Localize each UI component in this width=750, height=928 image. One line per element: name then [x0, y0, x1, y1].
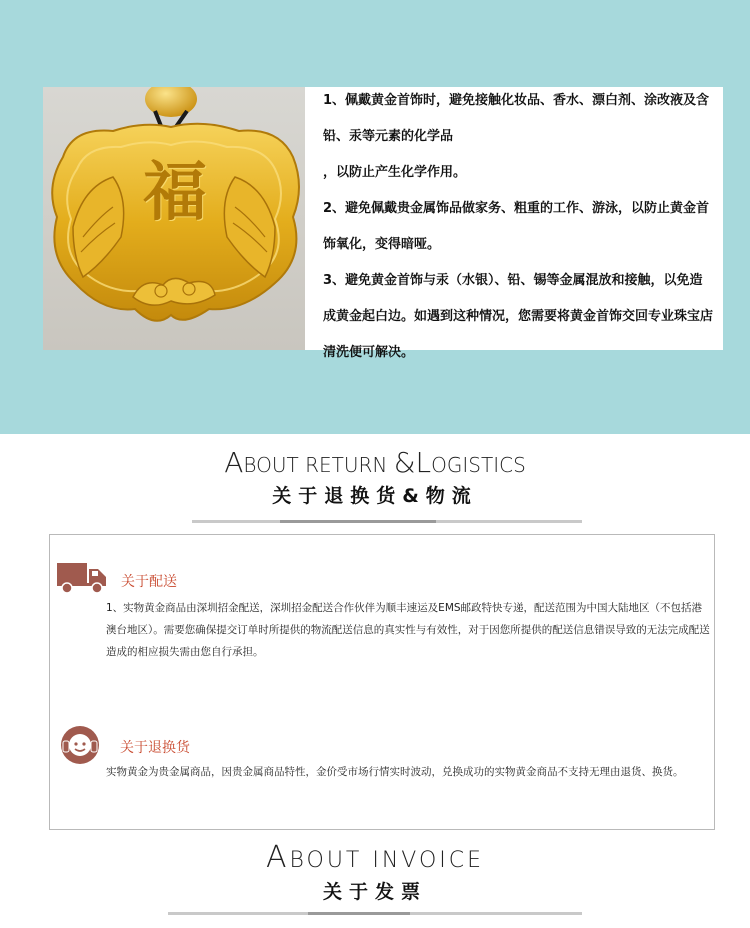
care-paragraph-3: 3、避免黄金首饰与汞（水银）、铅、锡等金属混放和接触，以免造成黄金起白边。如遇到这种情况，您需要将黄金首饰交回专业珠宝店清洗便可解决。: [323, 273, 714, 360]
invoice-divider: [168, 912, 582, 915]
logistics-info-box: [49, 534, 715, 830]
logistics-cn-title: 关于退换货&物流: [272, 485, 478, 507]
care-instructions-card: [43, 87, 723, 360]
logistics-en-title: ABOUT RETURN &LOGISTICS: [224, 446, 526, 479]
returns-title: 关于退换货: [120, 740, 190, 756]
delivery-body: 1、实物黄金商品由深圳招金配送，深圳招金配送合作伙伴为顺丰速运及EMS邮政特快专递，配送范围为中国大陆地区（不包括港澳台地区）。需要您确保提交订单时所提供的物流配送信息的真实性与有效性，对于因您所提供的配送信息错误导致的无法完成配送造成的相应损失需由您自行承担。: [106, 602, 710, 658]
customer-service-icon: [60, 725, 100, 765]
care-paragraph-1: 1、佩戴黄金首饰时，避免接触化妆品、香水、漂白剂、涂改液及含铅、汞等元素的化学品: [323, 93, 710, 144]
care-instructions-band: [0, 0, 750, 434]
truck-icon: [56, 561, 108, 595]
logistics-section-header: [0, 446, 750, 508]
gold-lock-pendant-image: [43, 87, 305, 350]
logistics-divider: [192, 520, 582, 523]
invoice-section-header: [0, 840, 750, 904]
care-paragraph-1-cont: ，以防止产生化学作用。: [323, 165, 467, 180]
invoice-en-title: ABOUT INVOICE: [265, 840, 485, 875]
delivery-title: 关于配送: [121, 574, 177, 590]
care-instructions-text: [323, 87, 715, 371]
invoice-cn-title: 关于发票: [322, 881, 427, 903]
returns-body: 实物黄金为贵金属商品，因贵金属商品特性，金价受市场行情实时波动，兑换成功的实物黄金商品不支持无理由退货、换货。: [106, 766, 684, 778]
lock-character-fu: 福: [143, 155, 207, 230]
care-paragraph-2: 2、避免佩戴贵金属饰品做家务、粗重的工作、游泳，以防止黄金首饰氧化，变得暗哑。: [323, 201, 710, 252]
